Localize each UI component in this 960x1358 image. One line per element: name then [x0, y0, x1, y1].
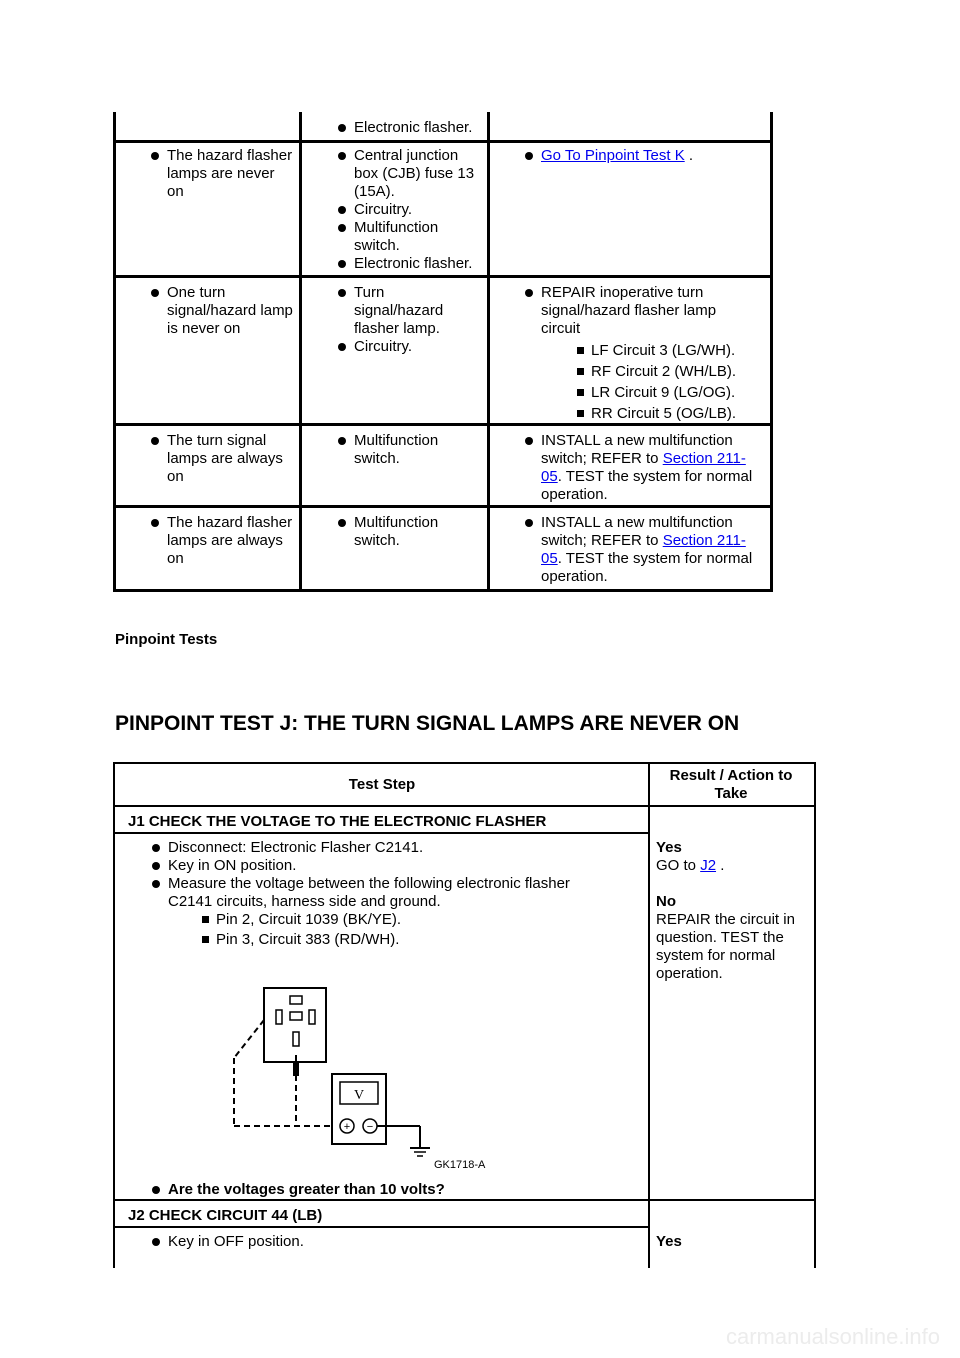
section-211-05-link[interactable]: Section 211-05: [541, 450, 746, 485]
sub-item: LF Circuit 3 (LG/WH).: [591, 342, 735, 360]
header-test-step: Test Step: [348, 776, 416, 793]
step-item: Key in OFF position.: [168, 1233, 304, 1251]
pin-item: Pin 2, Circuit 1039 (BK/YE).: [216, 911, 401, 929]
step-question: Are the voltages greater than 10 volts?: [168, 1181, 445, 1199]
section-211-05-link[interactable]: Section 211-05: [541, 532, 746, 567]
watermark: carmanualsonline.info: [725, 1324, 940, 1349]
cause-item: Multifunction switch.: [354, 432, 464, 468]
no-action: REPAIR the circuit in question. TEST the system for normal operation.: [656, 911, 795, 982]
pinpoint-test-k-link[interactable]: Go To Pinpoint Test K: [541, 147, 685, 164]
action-text: INSTALL a new multifunction switch; REFER to Section 211-05. TEST the system for normal operation.: [541, 432, 766, 504]
symptom-text: The hazard flasher lamps are never on: [167, 147, 295, 201]
symptom-text: The turn signal lamps are always on: [167, 432, 295, 486]
cause-item: Electronic flasher.: [354, 255, 472, 273]
yes-label: Yes: [656, 1233, 682, 1250]
pin-item: Pin 3, Circuit 383 (RD/WH).: [216, 931, 399, 949]
voltage-measurement-diagram: [220, 980, 486, 1175]
cause-item: Electronic flasher.: [354, 119, 472, 137]
step-j1-title: J1 CHECK THE VOLTAGE TO THE ELECTRONIC FLASHER: [128, 813, 547, 830]
symptom-text: One turn signal/hazard lamp is never on: [167, 284, 295, 338]
sub-item: RR Circuit 5 (OG/LB).: [591, 405, 736, 423]
header-result: Result / Action to Take: [669, 767, 793, 802]
step-item: Key in ON position.: [168, 857, 296, 875]
sub-item: LR Circuit 9 (LG/OG).: [591, 384, 735, 402]
cause-item: Turn signal/hazard flasher lamp.: [354, 284, 464, 338]
cause-item: Circuitry.: [354, 338, 412, 356]
cause-item: Multifunction switch.: [354, 219, 464, 255]
action-text: REPAIR inoperative turn signal/hazard flasher lamp circuit: [541, 284, 756, 338]
action-text: INSTALL a new multifunction switch; REFER to Section 211-05. TEST the system for normal operation.: [541, 514, 766, 586]
svg-text:−: −: [366, 1121, 374, 1133]
cause-item: Multifunction switch.: [354, 514, 464, 550]
sub-item: RF Circuit 2 (WH/LB).: [591, 363, 736, 381]
step-j2-title: J2 CHECK CIRCUIT 44 (LB): [128, 1207, 323, 1224]
yes-action: GO to J2 .: [656, 857, 725, 874]
j2-link[interactable]: J2: [700, 857, 717, 874]
no-label: No: [656, 893, 676, 910]
test-title: PINPOINT TEST J: THE TURN SIGNAL LAMPS ARE NEVER ON: [115, 712, 740, 735]
svg-text:+: +: [343, 1121, 351, 1133]
action-text: Go To Pinpoint Test K .: [541, 147, 693, 165]
meter-symbol: V: [353, 1088, 365, 1103]
cause-item: Central junction box (CJB) fuse 13 (15A).: [354, 147, 486, 201]
step-item: Measure the voltage between the following electronic flasher C2141 circuits, harness side and ground.: [168, 875, 618, 911]
cause-item: Circuitry.: [354, 201, 412, 219]
figure-id: GK1718-A: [434, 1159, 486, 1171]
yes-label: Yes: [656, 839, 682, 856]
section-heading: Pinpoint Tests: [115, 631, 218, 648]
step-item: Disconnect: Electronic Flasher C2141.: [168, 839, 423, 857]
symptom-text: The hazard flasher lamps are always on: [167, 514, 295, 568]
